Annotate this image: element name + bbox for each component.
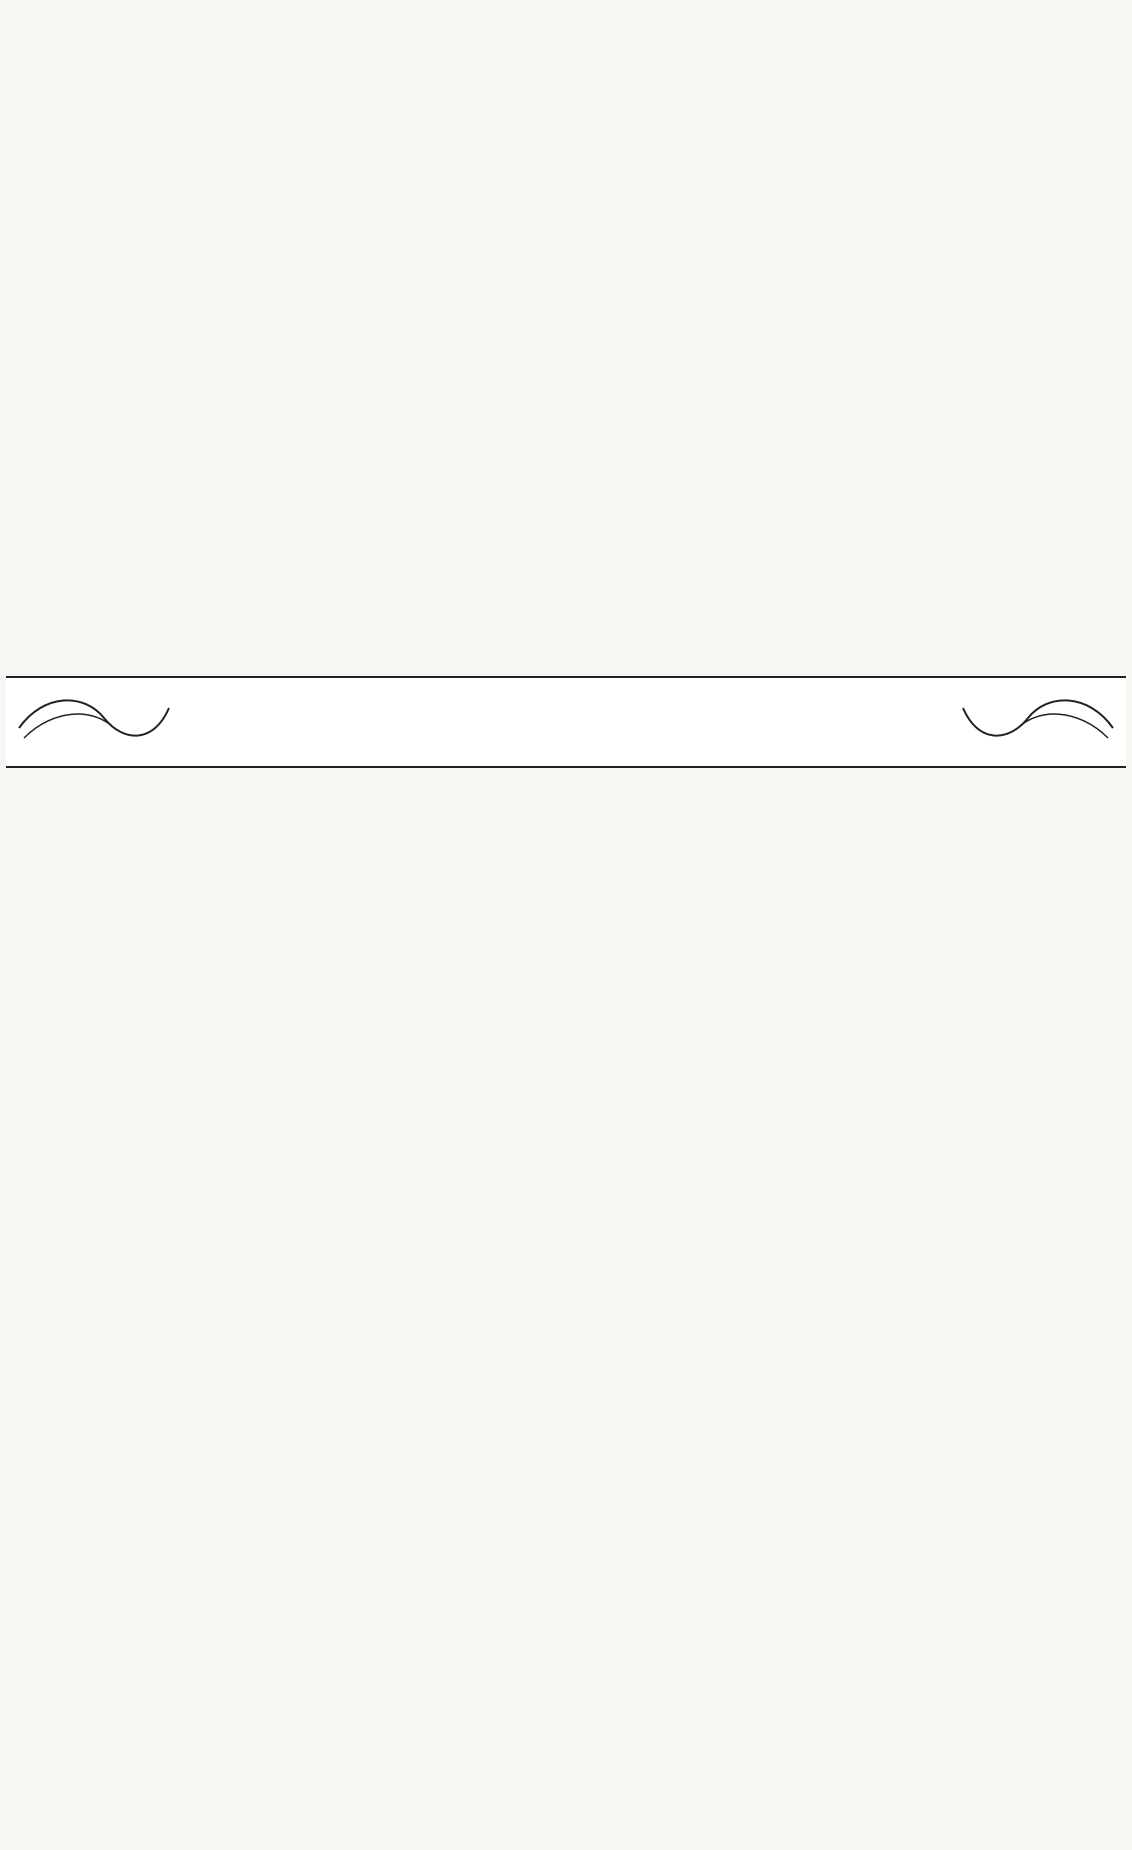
page-header xyxy=(8,6,1124,20)
classifieds-top xyxy=(6,22,1126,672)
home-service-guide-banner xyxy=(6,676,1126,768)
decorative-swirl-left-icon xyxy=(14,688,174,748)
decorative-swirl-right-icon xyxy=(958,688,1118,748)
service-guide-grid xyxy=(6,768,1126,1836)
